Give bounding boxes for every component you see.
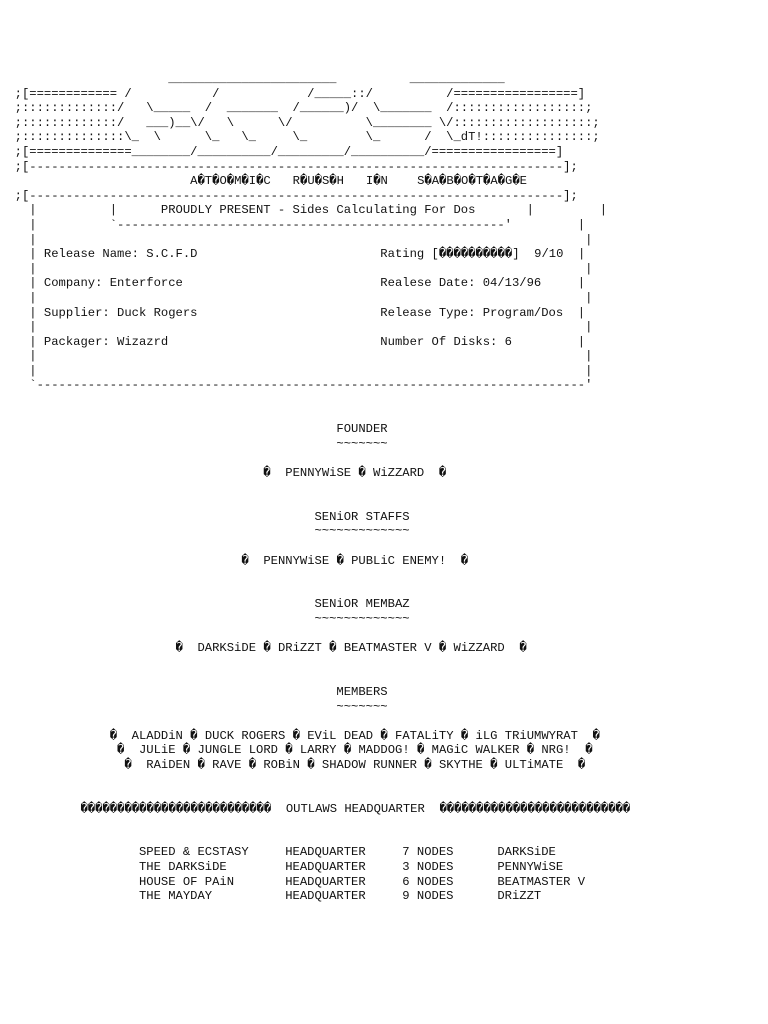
nfo-line: FOUNDER	[0, 422, 388, 437]
nfo-line: ~~~~~~~	[0, 699, 388, 714]
nfo-line: � DARKSiDE � DRiZZT � BEATMASTER V � WiZZARD �	[0, 641, 527, 656]
nfo-line: | Release Name: S.C.F.D Rating [����������] 9/10 |	[0, 247, 586, 262]
nfo-line: �������������������������� OUTLAWS HEADQUARTER ��������������������������	[0, 801, 631, 816]
nfo-line	[0, 627, 768, 642]
nfo-line: | |	[0, 290, 593, 305]
nfo-document	[0, 72, 768, 904]
nfo-line: SENiOR STAFFS	[0, 509, 410, 524]
nfo-line: ~~~~~~~	[0, 436, 388, 451]
nfo-line: SENiOR MEMBAZ	[0, 597, 410, 612]
nfo-line: ;[============ / / /_____::/ /=================]	[0, 86, 586, 101]
nfo-line: � ALADDiN � DUCK ROGERS � EViL DEAD � FATALiTY � iLG TRiUMWYRAT �	[0, 728, 600, 743]
nfo-line: ~~~~~~~~~~~~~	[0, 611, 410, 626]
nfo-line	[0, 714, 768, 729]
nfo-line	[0, 816, 768, 831]
nfo-line: | `-----------------------------------------------------' |	[0, 217, 586, 232]
nfo-line: | |	[0, 261, 593, 276]
nfo-line	[0, 568, 768, 583]
nfo-line	[0, 408, 768, 423]
nfo-line	[0, 451, 768, 466]
nfo-line: MEMBERS	[0, 684, 388, 699]
nfo-line: | |	[0, 363, 593, 378]
nfo-line	[0, 773, 768, 788]
nfo-line	[0, 583, 768, 598]
nfo-line: A�T�O�M�I�C R�U�S�H I�N S�A�B�O�T�A�G�E	[0, 174, 527, 189]
nfo-line: � RAiDEN � RAVE � ROBiN � SHADOW RUNNER � SKYTHE � ULTiMATE �	[0, 757, 586, 772]
nfo-line: � JULiE � JUNGLE LORD � LARRY � MADDOG! � MAGiC WALKER � NRG! �	[0, 743, 593, 758]
nfo-line	[0, 481, 768, 496]
nfo-line	[0, 670, 768, 685]
nfo-line: | |	[0, 232, 593, 247]
nfo-line: _______________________ _____________	[0, 72, 505, 86]
nfo-line	[0, 787, 768, 802]
nfo-line: SPEED & ECSTASY HEADQUARTER 7 NODES DARKSiDE	[0, 845, 556, 860]
nfo-line: | |	[0, 349, 593, 364]
nfo-line	[0, 831, 768, 846]
nfo-line: THE DARKSiDE HEADQUARTER 3 NODES PENNYWiSE	[0, 860, 564, 875]
nfo-line: ;:::::::::::::/ ___)__\/ \ \/ \________ \/:::::::::::::::::::;	[0, 115, 600, 130]
nfo-line	[0, 393, 768, 408]
nfo-line: `---------------------------------------------------------------------------'	[0, 378, 593, 393]
nfo-line	[0, 539, 768, 554]
nfo-line: ;:::::::::::::/ \_____ / _______ /______)/ \_______ /::::::::::::::::::;	[0, 101, 593, 116]
nfo-line: THE MAYDAY HEADQUARTER 9 NODES DRiZZT	[0, 889, 542, 904]
nfo-line: ~~~~~~~~~~~~~	[0, 524, 410, 539]
nfo-line	[0, 656, 768, 671]
nfo-line: ;::::::::::::::\_ \ \_ \_ \_ \_ / \_dT!:::::::::::::::;	[0, 130, 600, 145]
nfo-line: ;[-------------------------------------------------------------------------];	[0, 188, 578, 203]
nfo-line: | | PROUDLY PRESENT - Sides Calculating For Dos | |	[0, 203, 608, 218]
nfo-line: | Packager: Wizazrd Number Of Disks: 6 |	[0, 334, 586, 349]
nfo-line	[0, 495, 768, 510]
nfo-line: HOUSE OF PAiN HEADQUARTER 6 NODES BEATMASTER V	[0, 874, 586, 889]
nfo-line: | |	[0, 320, 593, 335]
nfo-line: � PENNYWiSE � PUBLiC ENEMY! �	[0, 553, 469, 568]
nfo-line: ;[-------------------------------------------------------------------------];	[0, 159, 578, 174]
nfo-line: | Supplier: Duck Rogers Release Type: Program/Dos |	[0, 305, 586, 320]
nfo-line: � PENNYWiSE � WiZZARD �	[0, 466, 447, 481]
nfo-line: ;[==============________/__________/_________/__________/=================]	[0, 144, 564, 159]
nfo-line: | Company: Enterforce Realese Date: 04/13/96 |	[0, 276, 586, 291]
